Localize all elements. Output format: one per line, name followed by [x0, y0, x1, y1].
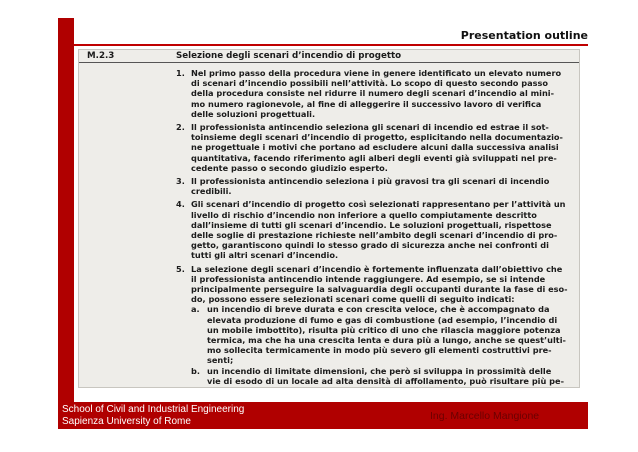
sub-item-1	[79, 304, 580, 365]
list-item-line: della procedura consiste nel ridurre il numero degli scenari d’incendio al mini-	[191, 88, 554, 99]
sub-item-line: termica, ma che ha una crescita lenta e dura più a lungo, anche se quest’ulti-	[207, 335, 566, 346]
list-item-number: 1.	[176, 68, 185, 78]
scanned-document	[78, 49, 580, 388]
footer-bar	[58, 402, 588, 429]
sub-item-line: un incendio di limitate dimensioni, che però si sviluppa in prossimità delle	[207, 365, 552, 376]
list-item-line: tutti gli altri scenari d’incendio.	[191, 250, 339, 261]
document-body	[79, 65, 580, 388]
sub-item-number: a.	[191, 304, 200, 315]
list-item-line: delle soglie di prestazione richieste nell’ambito degli scenari d’incendio di pro-	[191, 230, 558, 241]
sub-item-line: un mobile imbottito), risulta più critico di uno che rilascia maggiore potenza	[207, 324, 561, 335]
left-accent-band	[58, 18, 74, 402]
list-item-5	[79, 264, 580, 305]
school-line-1: School of Civil and Industrial Engineering	[62, 404, 245, 415]
sub-item-line: vie di esodo di un locale ad alta densità di affollamento, può risultare più pe-	[207, 375, 564, 386]
list-item-line: do, possono essere selezionati scenari come quelli di seguito indicati:	[191, 294, 515, 305]
sub-item-line: mo sollecita termicamente in modo più severo gli elementi costruttivi pre-	[207, 345, 552, 356]
list-item-line: Nel primo passo della procedura viene in genere identificato un elevato numero	[191, 68, 562, 78]
sub-item-line: elevata produzione di fumo e gas di combustione (ad esempio, l’incendio di	[207, 314, 558, 325]
list-item-line: di scenari d’incendio possibili nell’attività. Lo scopo di questo secondo passo	[191, 78, 549, 89]
list-item-line: getto, garantiscono quindi lo stesso grado di sicurezza anche nei confronti di	[191, 240, 549, 251]
list-item-line: delle soluzioni progettuali.	[191, 108, 316, 119]
document-section-header	[79, 50, 579, 63]
list-item-line: livello di rischio d’incendio non inferiore a quello compiutamente descritto	[191, 209, 537, 220]
list-item-line: Il professionista antincendio seleziona i più gravosi tra gli scenari di incendio	[191, 176, 550, 187]
school-name	[62, 404, 244, 427]
list-item-line: cedente passo o secondo giudizio esperto.	[191, 162, 388, 173]
sub-item-number: b.	[191, 365, 200, 376]
list-item-line: il professionista antincendio intende raggiungere. Ad esempio, se si intende	[191, 273, 546, 284]
list-item-number: 5.	[176, 263, 185, 274]
sub-item-line: un incendio di breve durata e con crescita veloce, che è accompagnato da	[207, 304, 550, 315]
list-item-4	[79, 199, 580, 260]
author-name: Ing. Marcello Mangione	[430, 410, 540, 422]
school-line-2: Sapienza University of Rome	[62, 415, 191, 427]
list-item-3	[79, 176, 580, 196]
list-item-1	[79, 68, 580, 119]
list-item-2	[79, 122, 580, 173]
list-item-line: ne progettuale i motivi che portano ad escludere alcuni dalla successiva analisi	[191, 142, 559, 153]
list-item-line: toinsieme degli scenari d’incendio di progetto, esplicitando nella documentazio-	[191, 132, 563, 143]
slide-title: Presentation outline	[460, 29, 588, 42]
list-item-line: credibili.	[191, 186, 232, 197]
header-rule	[74, 44, 588, 46]
list-item-line: dall’insieme di tutti gli scenari d’incendio. Le soluzioni progettuali, rispettose	[191, 219, 552, 230]
sub-item-2	[79, 366, 580, 388]
list-item-number: 4.	[176, 199, 185, 210]
section-title: Selezione degli scenari d’incendio di progetto	[176, 51, 402, 61]
sub-item-line: senti;	[207, 355, 234, 366]
list-item-number: 2.	[176, 122, 185, 133]
list-item-line: quantitativa, facendo riferimento agli alberi degli eventi già sviluppati nel pre-	[191, 152, 557, 163]
list-item-line: principalmente perseguire la salvaguardia degli occupanti durante la fase di eso-	[191, 284, 568, 295]
list-item-line: Il professionista antincendio seleziona gli scenari di incendio ed estrae il sot-	[191, 122, 549, 133]
list-item-number: 3.	[176, 176, 185, 187]
sub-item-line	[207, 386, 569, 388]
list-item-line: mo numero ragionevole, al fine di alleggerire il successivo lavoro di verifica	[191, 98, 542, 109]
list-item-line: La selezione degli scenari d’incendio è fortemente influenzata dall’obiettivo che	[191, 263, 563, 274]
list-item-line: Gli scenari d’incendio di progetto così selezionati rappresentano per l’attività un	[191, 199, 566, 210]
section-code: M.2.3	[87, 51, 115, 61]
